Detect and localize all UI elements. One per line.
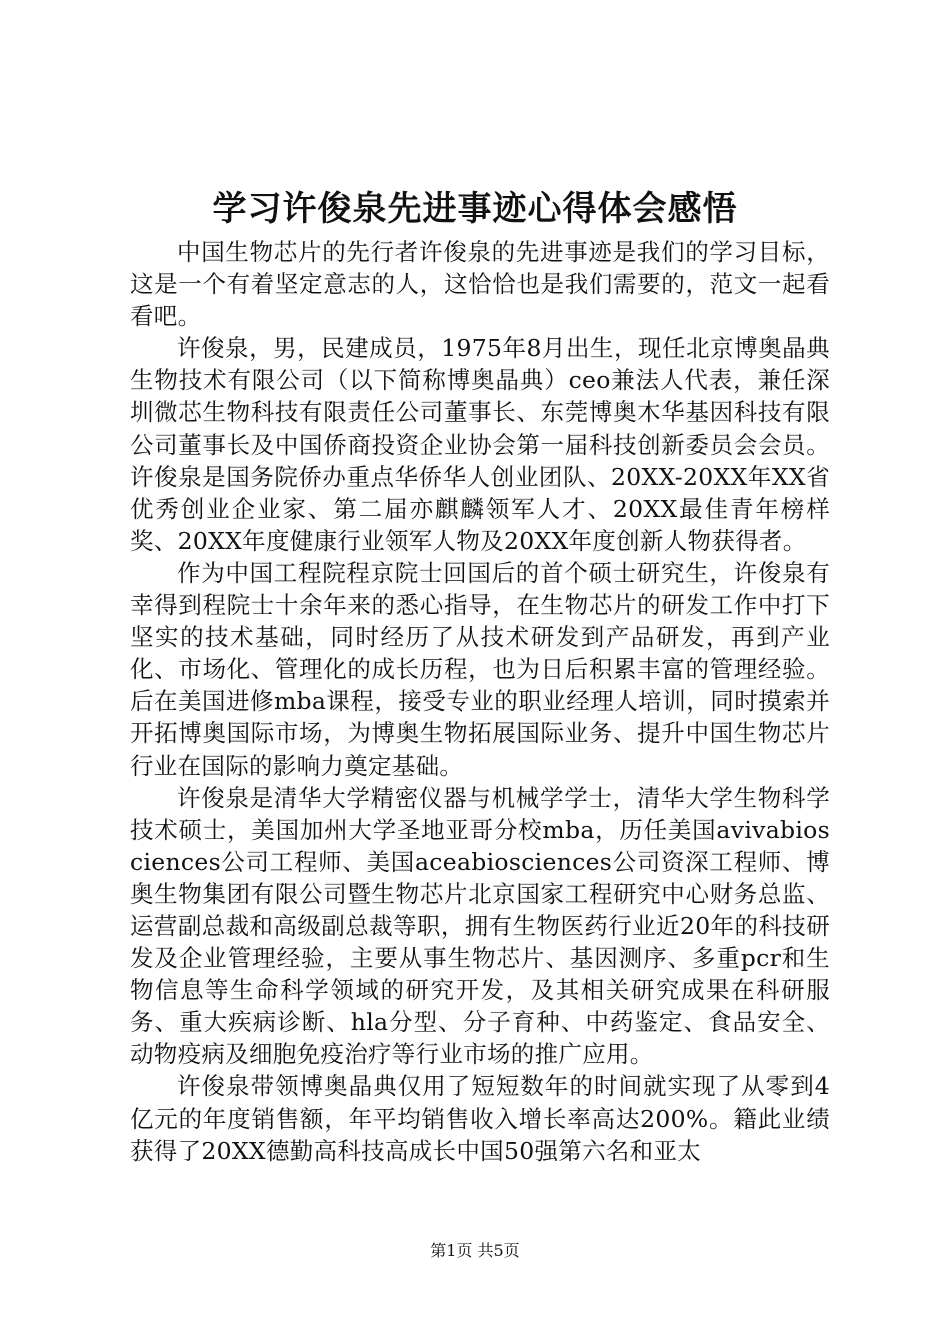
paragraph-education-career: 作为中国工程院程京院士回国后的首个硕士研究生，许俊泉有幸得到程院士十余年来的悉心指导，在生物芯片的研发工作中打下坚实的技术基础，同时经历了从技术研发到产品研发，再到产业化、市场化、管理化的成长历程，也为日后积累丰富的管理经验。后在美国进修mba课程，接受专业的职业经理人培训，同时摸索并开拓博奥国际市场，为博奥生物拓展国际业务、提升中国生物芯片行业在国际的影响力奠定基础。	[130, 558, 830, 780]
document-title: 学习许俊泉先进事迹心得体会感悟	[212, 189, 738, 229]
document-body	[130, 236, 830, 1167]
page-number-footer: 第1页 共5页	[430, 1241, 520, 1260]
paragraph-intro: 中国生物芯片的先行者许俊泉的先进事迹是我们的学习目标，这是一个有着坚定意志的人，这恰恰也是我们需要的，范文一起看看吧。	[130, 238, 830, 331]
paragraph-background: 许俊泉是清华大学精密仪器与机械学学士，清华大学生物科学技术硕士，美国加州大学圣地亚哥分校mba，历任美国avivabiosciences公司工程师、美国aceabiosciences公司资深工程师、博奥生物集团有限公司暨生物芯片北京国家工程研究中心财务总监、运营副总裁和高级副总裁等职，拥有生物医药行业近20年的科技研发及企业管理经验，主要从事生物芯片、基因测序、多重pcr和生物信息等生命科学领域的研究开发，及其相关研究成果在科研服务、重大疾病诊断、hla分型、分子育种、中药鉴定、食品安全、动物疫病及细胞免疫治疗等行业市场的推广应用。	[130, 783, 830, 1069]
paragraph-profile: 许俊泉，男，民建成员，1975年8月出生，现任北京博奥晶典生物技术有限公司（以下简称博奥晶典）ceo兼法人代表，兼任深圳微芯生物科技有限责任公司董事长、东莞博奥木华基因科技有限公司董事长及中国侨商投资企业协会第一届科技创新委员会会员。许俊泉是国务院侨办重点华侨华人创业团队、20XX-20XX年XX省优秀创业企业家、第二届亦麒麟领军人才、20XX最佳青年榜样奖、20XX年度健康行业领军人物及20XX年度创新人物获得者。	[130, 334, 830, 555]
paragraph-achievements: 许俊泉带领博奥晶典仅用了短短数年的时间就实现了从零到4亿元的年度销售额，年平均销售收入增长率高达200%。籍此业绩获得了20XX德勤高科技高成长中国50强第六名和亚太	[130, 1072, 830, 1165]
